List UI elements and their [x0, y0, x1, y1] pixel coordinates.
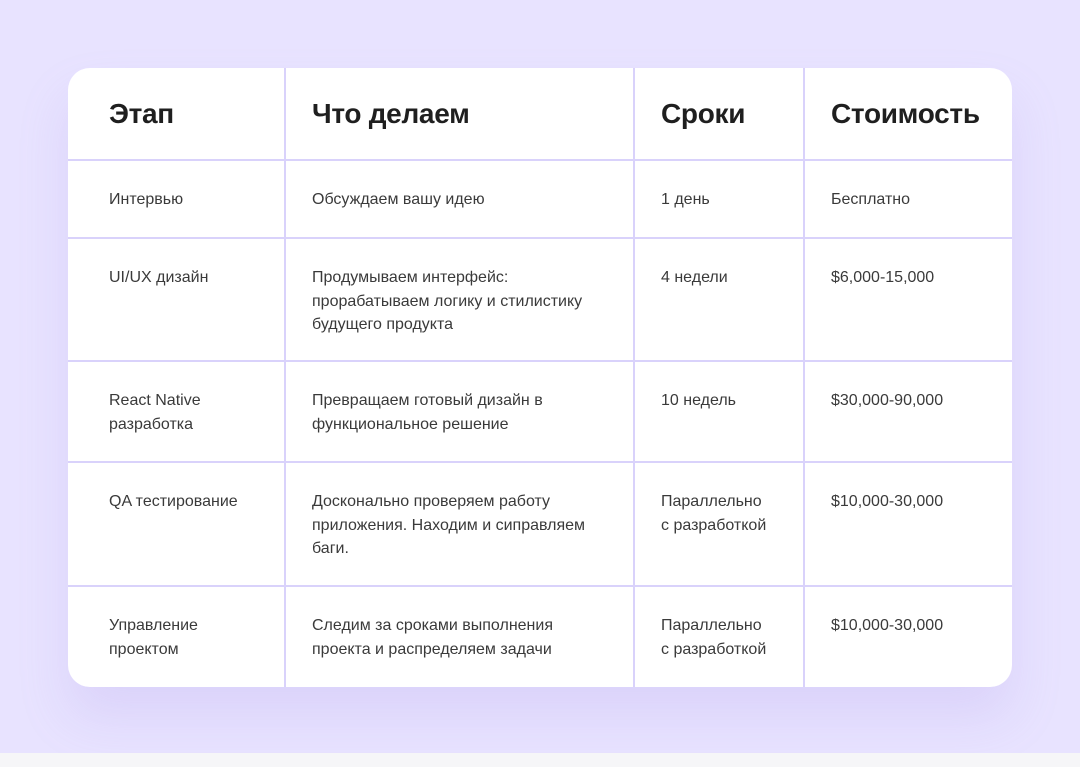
header-stage: Этап	[68, 68, 285, 160]
cell-stage: UI/UX дизайн	[109, 269, 209, 286]
header-what-we-do: Что делаем	[285, 68, 634, 160]
pricing-table-card	[68, 68, 1012, 687]
cell-cost: Бесплатно	[831, 191, 911, 208]
table-row	[68, 462, 1012, 586]
cell-terms: Параллельно с разработкой	[661, 493, 767, 534]
table-row	[68, 238, 1012, 361]
cell-what: Продумываем интерфейс: прорабатываем логику и стилистику будущего продукта	[312, 269, 583, 333]
cell-stage: QA тестирование	[109, 493, 238, 510]
cell-terms: 10 недель	[661, 392, 736, 409]
bottom-strip	[0, 753, 1080, 767]
cell-cost: $6,000-15,000	[831, 269, 935, 286]
header-cost: Стоимость	[804, 68, 1012, 160]
pricing-table	[68, 68, 1012, 687]
cell-stage: Управление проектом	[109, 617, 198, 658]
table-row	[68, 160, 1012, 238]
cell-what: Обсуждаем вашу идею	[312, 191, 485, 208]
cell-what: Досконально проверяем работу приложения. Находим и сиправляем баги.	[312, 493, 586, 557]
cell-cost: $10,000-30,000	[831, 617, 944, 634]
header-terms: Сроки	[634, 68, 804, 160]
table-row	[68, 361, 1012, 462]
table-header-row	[68, 68, 1012, 160]
cell-terms: 4 недели	[661, 269, 728, 286]
cell-cost: $10,000-30,000	[831, 493, 944, 510]
cell-terms: 1 день	[661, 191, 710, 208]
cell-stage: Интервью	[109, 191, 184, 208]
cell-terms: Параллельно с разработкой	[661, 617, 767, 658]
table-row	[68, 586, 1012, 687]
cell-what: Следим за сроками выполнения проекта и распределяем задачи	[312, 617, 553, 658]
cell-cost: $30,000-90,000	[831, 392, 944, 409]
cell-what: Превращаем готовый дизайн в функциональное решение	[312, 392, 543, 433]
cell-stage: React Native разработка	[109, 392, 201, 433]
